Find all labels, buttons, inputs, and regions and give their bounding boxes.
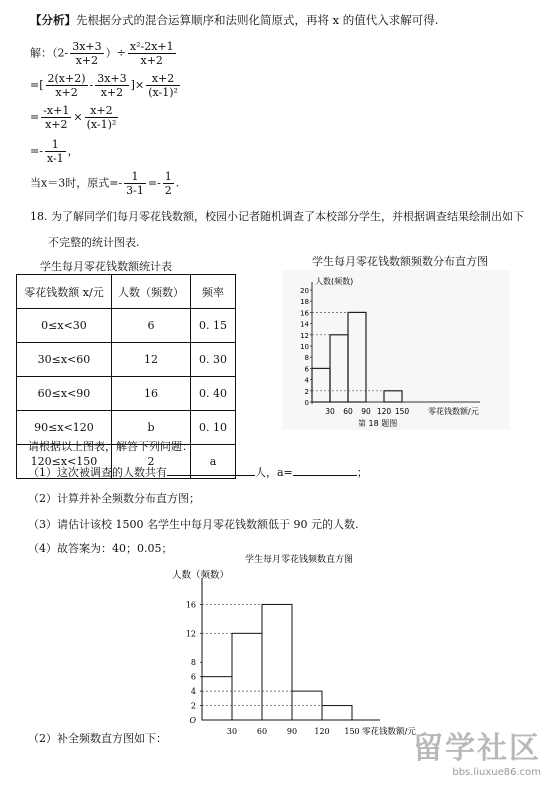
solution-step-3: [30, 104, 120, 131]
y-tick-label: 4: [304, 376, 309, 385]
denominator: x+2: [100, 86, 124, 99]
table-title: 学生每月零花钱数额统计表: [40, 260, 172, 273]
frac: [70, 40, 103, 67]
analysis-tag: 【分析】: [30, 13, 76, 27]
solution-step-5: [30, 170, 179, 197]
table-row: [17, 309, 236, 343]
x-tick-label: 150: [394, 407, 410, 416]
x-axis-label: 零花钱数额/元: [428, 407, 479, 416]
x-tick-label: 30: [226, 727, 238, 736]
denominator: (x-1)²: [148, 86, 178, 99]
numerator: x²-2x+1: [129, 40, 174, 53]
watermark: [413, 723, 541, 778]
step5-tail: .: [175, 176, 180, 190]
watermark-url: bbs.liuxue86.com: [452, 767, 541, 778]
table-header-row: [17, 275, 236, 309]
step2-minus: -: [89, 78, 94, 92]
table-cell: b: [112, 411, 191, 445]
frac: [85, 104, 119, 131]
y-tick-label: O: [189, 716, 196, 725]
table-header: 零花钱数额 x/元: [17, 275, 112, 309]
solution-step-4: [30, 138, 79, 165]
histogram-bar: [384, 391, 402, 402]
x-tick-label: 90: [361, 407, 371, 416]
x-axis-label: 零花钱数额/元: [362, 727, 416, 737]
histogram-scan: [282, 270, 510, 430]
frac: [146, 72, 180, 99]
table-header: 频率: [191, 275, 236, 309]
numerator: 3x+3: [97, 72, 127, 85]
table-cell: 0. 40: [191, 377, 236, 411]
y-tick-label: 8: [190, 658, 196, 668]
figure-caption: 第 18 题图: [358, 419, 398, 428]
y-tick-label: 20: [300, 287, 309, 295]
step3-times: ×: [73, 110, 83, 124]
table-cell: 2: [112, 445, 191, 479]
table-cell: a: [191, 445, 236, 479]
step1-open: （2-: [52, 46, 69, 60]
x-tick-label: 60: [256, 727, 268, 736]
table-row: [17, 343, 236, 377]
denominator: x-1: [46, 152, 64, 165]
q1-text-c: ；: [356, 466, 368, 479]
frac: [46, 72, 88, 99]
question-line-1: 18. 为了解同学们每月零花钱数额，校园小记者随机调查了本校部分学生，并根据调查结果绘制出如下: [30, 210, 524, 223]
x-tick-label: 150: [344, 727, 360, 736]
frac: [41, 104, 71, 131]
q2-line: （2）计算并补全频数分布直方图；: [28, 492, 200, 505]
table-cell: 120≤x<150: [17, 445, 112, 479]
y-tick-label: 14: [300, 320, 309, 329]
y-tick-label: 16: [185, 600, 196, 610]
y-tick-label: 18: [300, 298, 309, 307]
frac: [163, 170, 174, 197]
histogram-bar: [330, 335, 348, 402]
x-tick-label: 90: [286, 727, 298, 736]
table-cell: 90≤x<120: [17, 411, 112, 445]
numerator: -x+1: [43, 104, 70, 117]
x-tick-label: 60: [343, 407, 353, 416]
denominator: 3-1: [126, 184, 144, 197]
denominator: x+2: [55, 86, 78, 99]
watermark-logo: 留学社区: [413, 731, 541, 766]
step4-eq: =-: [30, 144, 43, 158]
frac: [124, 170, 146, 197]
denominator: (x-1)²: [86, 118, 117, 131]
x-tick-label: 30: [325, 407, 335, 416]
frac: [128, 40, 176, 67]
step5-mid: =-: [147, 176, 161, 190]
y-tick-label: 0: [304, 399, 309, 407]
chart-title: 学生每月零花钱数额频数分布直方图: [312, 255, 488, 268]
fig2-title: 学生每月零花钱频数直方图: [245, 555, 354, 565]
answer-line: （4）故答案为：40；0.05；: [28, 542, 173, 555]
numerator: 1: [164, 170, 172, 183]
y-axis-label: 人数(频数): [315, 277, 354, 286]
denominator: x+2: [75, 54, 99, 67]
frac: [45, 138, 66, 165]
table-cell: 0. 15: [191, 309, 236, 343]
numerator: x+2: [85, 104, 119, 118]
y-tick-label: 6: [190, 672, 196, 682]
analysis-line: [30, 12, 438, 28]
table-cell: 6: [112, 309, 191, 343]
y-tick-label: 2: [190, 701, 196, 711]
numerator: 3x+3: [72, 40, 102, 53]
answer-histogram: [170, 548, 420, 748]
histogram-bar: [232, 633, 262, 720]
histogram-bar: [322, 706, 352, 720]
numerator: 1: [124, 170, 146, 184]
question-line-2: 不完整的统计图表.: [48, 236, 140, 249]
answer-blank-a[interactable]: [293, 475, 357, 476]
answer-blank-count[interactable]: [167, 475, 255, 476]
y-tick-label: 6: [304, 365, 309, 374]
y-tick-label: 8: [304, 354, 309, 363]
x-tick-label: 120: [314, 727, 330, 736]
table-cell: 0≤x<30: [17, 309, 112, 343]
table-cell: 0. 30: [191, 343, 236, 377]
histogram-bar: [202, 677, 232, 720]
numerator: 1: [45, 138, 66, 152]
solution-step-1: [30, 40, 178, 67]
table-cell: 30≤x<60: [17, 343, 112, 377]
x-tick-label: 120: [376, 407, 392, 416]
table-cell: 12: [112, 343, 191, 377]
histogram-bar: [348, 312, 366, 402]
denominator: x+2: [45, 118, 68, 131]
y-tick-label: 12: [300, 331, 309, 340]
step5-pre: 当x＝3时，原式=-: [30, 176, 123, 190]
q3-line: （3）请估计该校 1500 名学生中每月零花钱数额低于 90 元的人数.: [28, 518, 359, 531]
solution-step-2: [30, 72, 182, 99]
fig2-ylabel: 人数（频数）: [172, 570, 230, 581]
step4-tail: ，: [67, 144, 79, 158]
table-header: 人数（频数）: [112, 275, 191, 309]
denominator: x+2: [140, 54, 163, 67]
table-cell: 16: [112, 377, 191, 411]
prompt-text: 请根据以上图表，解答下列问题：: [28, 440, 193, 453]
table-row: [17, 377, 236, 411]
table-cell: 0. 10: [191, 411, 236, 445]
y-tick-label: 10: [300, 343, 309, 351]
y-tick-label: 16: [300, 309, 309, 318]
denominator: 2: [164, 184, 172, 197]
y-tick-label: 4: [190, 687, 196, 697]
step1-close: ）÷: [105, 46, 126, 60]
q1-text-b: 人，a=: [255, 466, 293, 479]
histogram-bar: [262, 604, 292, 720]
numerator: 2(x+2): [47, 72, 86, 85]
q1-line: [28, 464, 368, 480]
table-cell: 60≤x<90: [17, 377, 112, 411]
y-tick-label: 2: [304, 387, 309, 396]
step2-eq: =[: [30, 78, 44, 92]
solution-label: 解：: [30, 46, 52, 60]
analysis-text: 先根据分式的混合运算顺序和法则化简原式，再将 x 的值代入求解可得.: [76, 13, 439, 27]
answer-2-line: （2）补全频数直方图如下：: [28, 732, 167, 745]
q1-text-a: （1）这次被调查的人数共有: [28, 466, 167, 479]
y-tick-label: 12: [185, 629, 196, 639]
step3-eq: =: [30, 110, 40, 124]
numerator: x+2: [146, 72, 180, 86]
frac: [95, 72, 128, 99]
step2-close: ]×: [130, 78, 145, 92]
histogram-bar: [312, 368, 330, 402]
